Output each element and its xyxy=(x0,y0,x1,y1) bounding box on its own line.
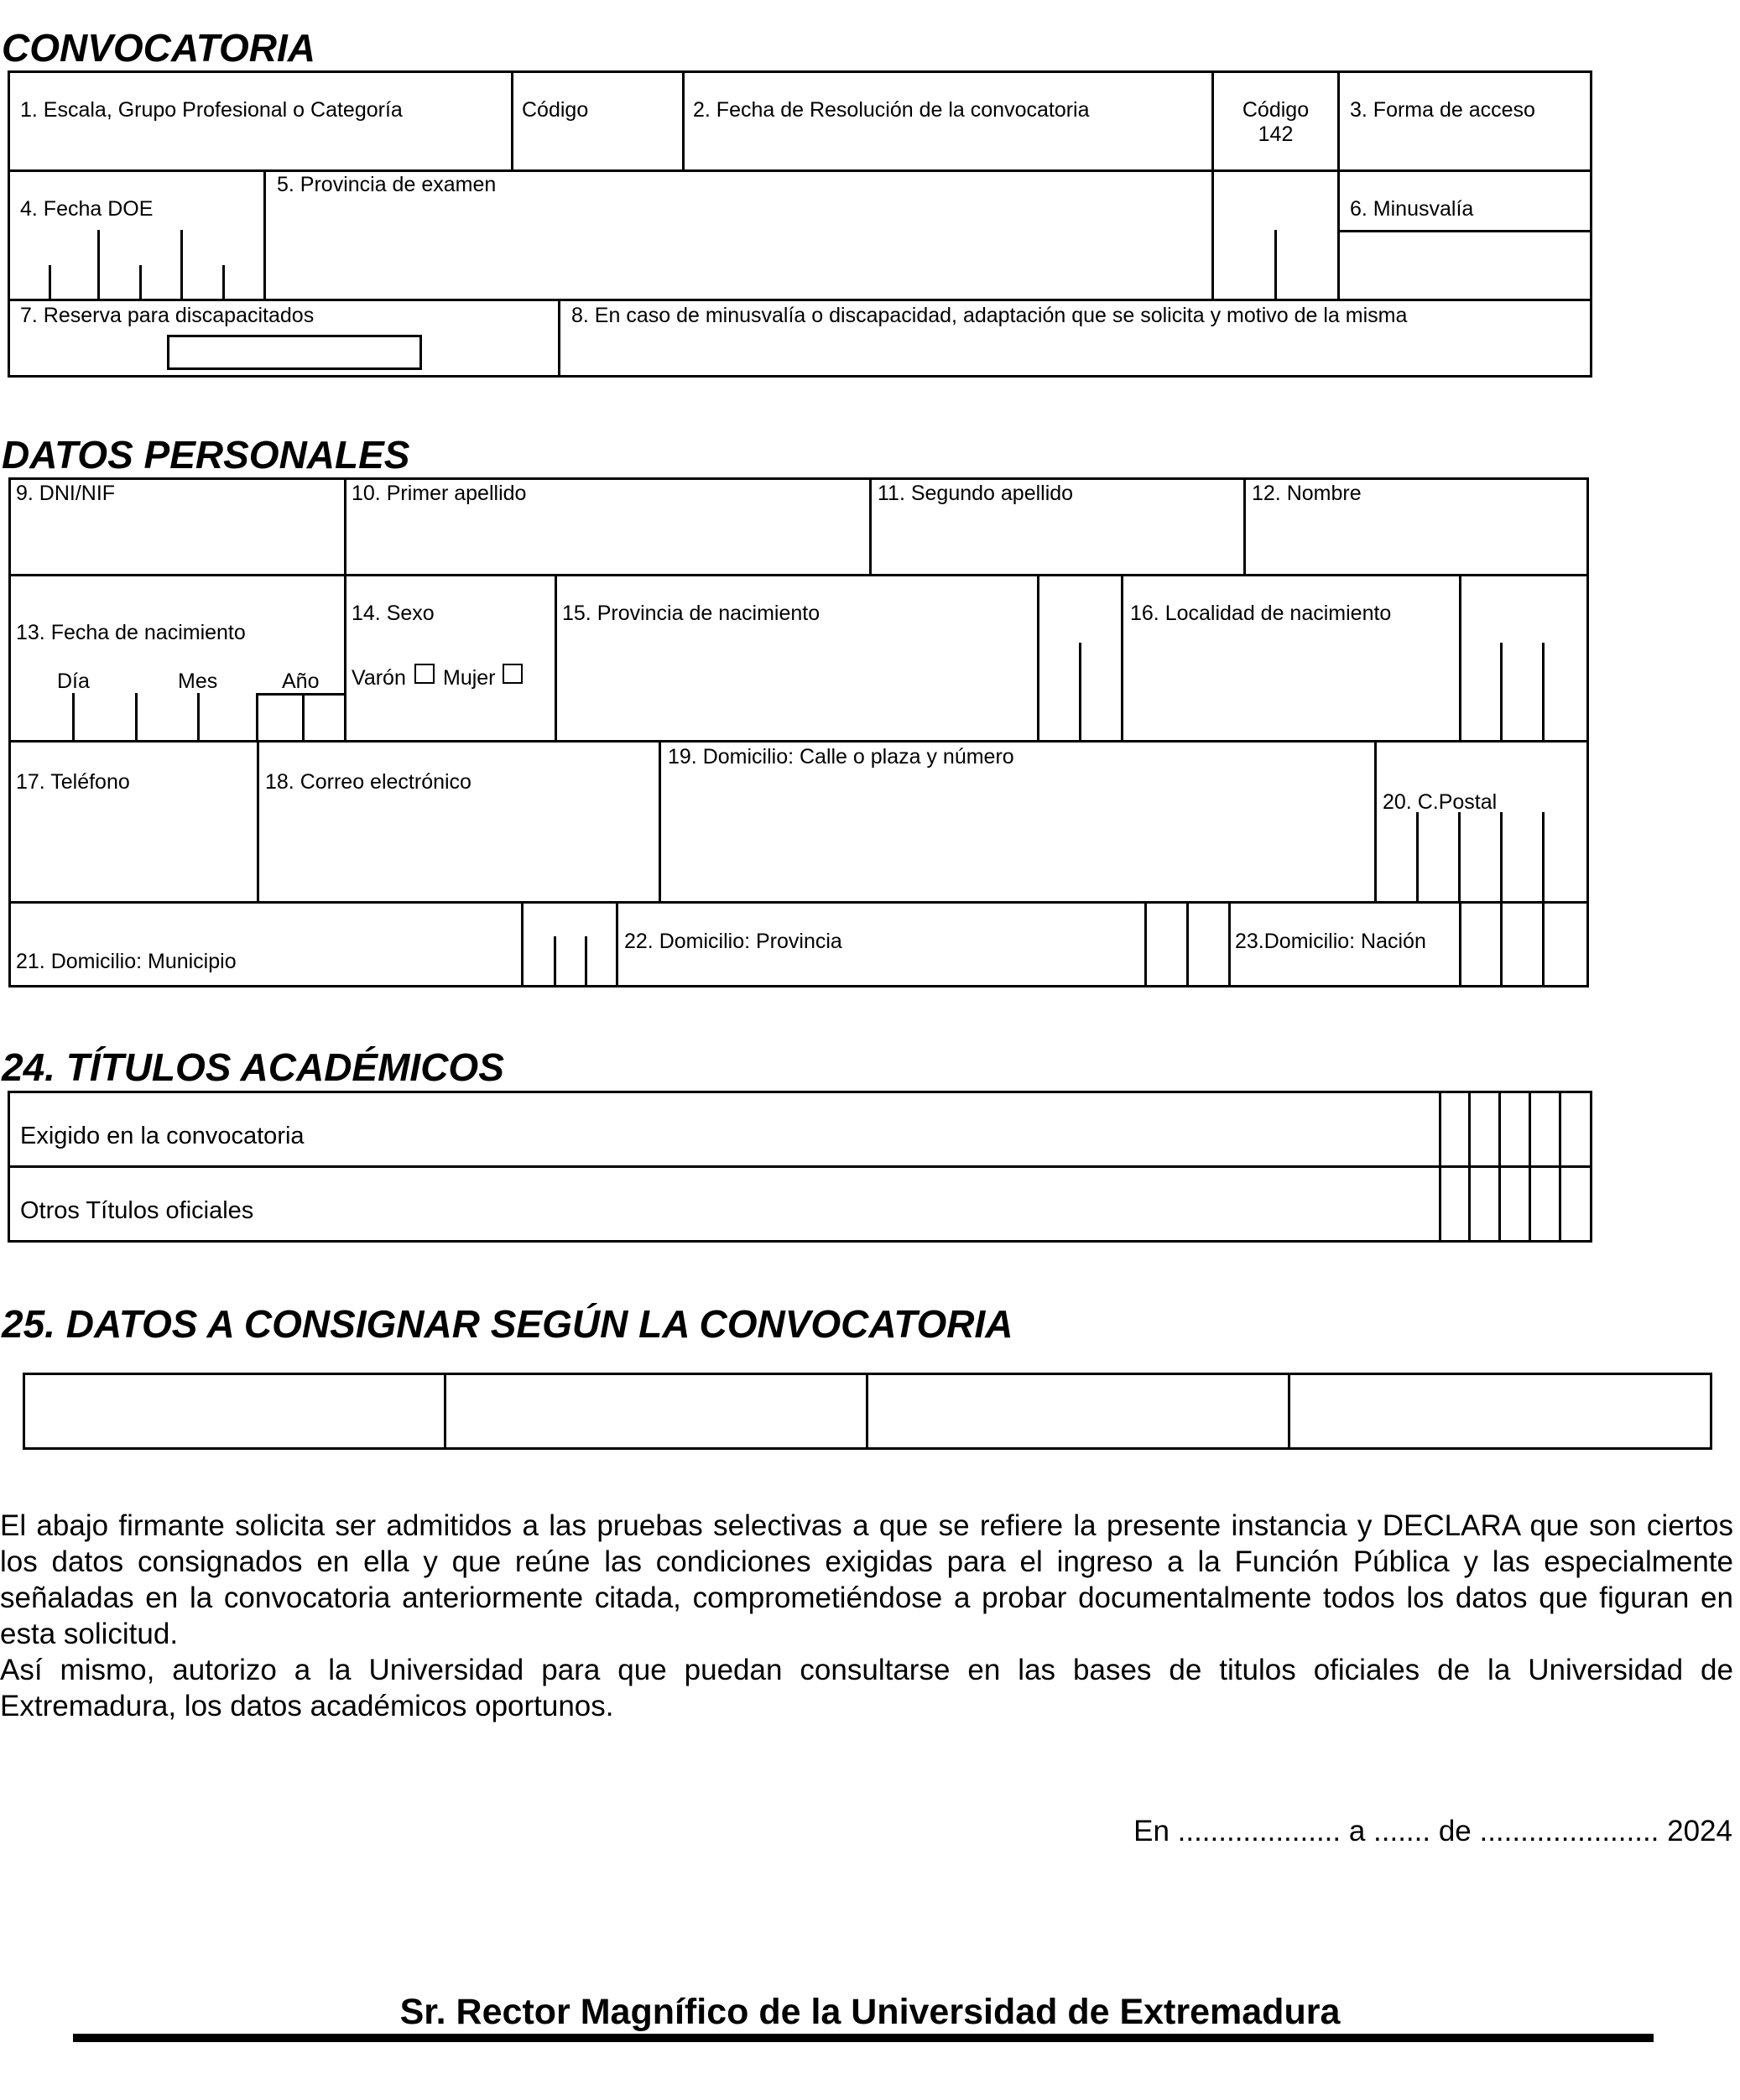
localidad-nacimiento-input[interactable] xyxy=(1123,629,1459,740)
correo-label: 18. Correo electrónico xyxy=(265,770,471,794)
segundo-apellido-input[interactable] xyxy=(872,507,1243,574)
dato-consignar-input-1[interactable] xyxy=(25,1375,444,1447)
cell-divider xyxy=(1144,901,1147,987)
minusvalia-input[interactable] xyxy=(1340,232,1590,299)
fecha-resolucion-input[interactable] xyxy=(685,122,1211,169)
codigo2-value: 142 xyxy=(1258,122,1294,146)
section-datos-consignar-heading: 25. DATOS A CONSIGNAR SEGÚN LA CONVOCATORIA xyxy=(2,1302,1013,1346)
primer-apellido-input[interactable] xyxy=(346,507,869,574)
dni-label: 9. DNI/NIF xyxy=(16,482,116,505)
reserva-checkbox-field[interactable] xyxy=(167,335,422,370)
digit-tick xyxy=(139,265,142,299)
dom-provincia-label: 22. Domicilio: Provincia xyxy=(624,930,842,953)
nombre-label: 12. Nombre xyxy=(1252,482,1362,505)
cell-divider xyxy=(1498,1091,1501,1243)
cell-divider xyxy=(1439,1091,1441,1243)
table-border xyxy=(1590,1091,1592,1243)
forma-acceso-input[interactable] xyxy=(1340,122,1590,169)
provincia-examen-input[interactable] xyxy=(266,198,1211,299)
footer-rule xyxy=(73,2034,1654,2042)
nacion-label: 23.Domicilio: Nación xyxy=(1235,930,1426,953)
table-border xyxy=(8,985,1589,987)
digit-tick xyxy=(180,230,183,299)
digit-tick xyxy=(1542,643,1545,740)
mujer-label: Mujer xyxy=(443,666,496,690)
cell-divider xyxy=(521,901,524,987)
varon-checkbox[interactable] xyxy=(414,664,435,684)
table-border xyxy=(8,574,1589,576)
anio-label: Año xyxy=(282,670,320,693)
exigido-input[interactable] xyxy=(352,1093,1439,1165)
table-border xyxy=(1586,477,1589,987)
date-line: En .................... a ....... de ...................... 2024 xyxy=(1133,1815,1732,1847)
domicilio-calle-label: 19. Domicilio: Calle o plaza y número xyxy=(668,745,1014,769)
localidad-nacimiento-label: 16. Localidad de nacimiento xyxy=(1130,602,1392,625)
cell-divider xyxy=(1037,574,1039,743)
section-titulos-heading: 24. TÍTULOS ACADÉMICOS xyxy=(2,1045,504,1089)
fecha-nacimiento-input[interactable] xyxy=(11,696,344,740)
reserva-label: 7. Reserva para discapacitados xyxy=(20,304,315,327)
table-border xyxy=(1710,1373,1712,1450)
table-border xyxy=(8,1240,1592,1243)
cell-divider xyxy=(1186,901,1189,987)
table-border xyxy=(8,1091,10,1243)
provincia-nacimiento-label: 15. Provincia de nacimiento xyxy=(562,602,821,625)
digit-tick xyxy=(97,230,100,299)
cell-divider xyxy=(1529,1091,1531,1243)
table-border xyxy=(8,740,1589,743)
cell-divider xyxy=(1459,901,1461,987)
provincia-nacimiento-input[interactable] xyxy=(557,629,1037,740)
codigo2-label: Código xyxy=(1242,98,1310,122)
cell-divider xyxy=(1500,901,1503,987)
table-border xyxy=(8,477,1589,480)
cell-divider xyxy=(1468,1091,1471,1243)
minusvalia-label: 6. Minusvalía xyxy=(1350,197,1474,221)
table-border xyxy=(1590,70,1592,378)
section-datos-personales-heading: DATOS PERSONALES xyxy=(2,433,410,477)
domicilio-calle-input[interactable] xyxy=(661,772,1374,901)
digit-tick xyxy=(49,265,51,299)
mujer-checkbox[interactable] xyxy=(503,664,523,684)
telefono-input[interactable] xyxy=(11,797,257,901)
telefono-label: 17. Teléfono xyxy=(16,770,130,794)
cpostal-input[interactable] xyxy=(1377,818,1586,901)
primer-apellido-label: 10. Primer apellido xyxy=(352,482,527,505)
digit-tick xyxy=(1500,643,1503,740)
table-border xyxy=(8,375,1592,378)
otros-titulos-input[interactable] xyxy=(352,1168,1439,1240)
dni-input[interactable] xyxy=(11,507,344,574)
cpostal-label: 20. C.Postal xyxy=(1383,790,1498,814)
codigo-label: Código xyxy=(522,98,589,122)
dato-consignar-input-4[interactable] xyxy=(1290,1375,1710,1447)
exigido-label: Exigido en la convocatoria xyxy=(20,1123,305,1149)
dia-label: Día xyxy=(57,670,90,693)
table-border xyxy=(8,169,1592,172)
cell-divider xyxy=(1542,901,1545,987)
nombre-input[interactable] xyxy=(1246,507,1586,574)
digit-tick xyxy=(554,936,556,985)
adaptacion-input[interactable] xyxy=(560,329,1590,375)
mes-label: Mes xyxy=(178,670,218,693)
section-convocatoria-heading: CONVOCATORIA xyxy=(2,26,315,70)
fecha-doe-label: 4. Fecha DOE xyxy=(20,197,154,221)
addressee: Sr. Rector Magnífico de la Universidad de Extremadura xyxy=(399,1992,1341,2032)
declaration-paragraph: El abajo firmante solicita ser admitidos a las pruebas selectivas a que se refiere la presente instancia y DECLARA que son ciertos los datos consignados en ella y que reúne las condiciones exigidas para el ingreso a la Función Pública y las especialmente señaladas en la convocatoria anteriormente citada, comprometiéndose a probar documentalmente todos los datos que figuran en esta solicitud. xyxy=(0,1509,1733,1650)
provincia-examen-label: 5. Provincia de examen xyxy=(277,173,497,196)
sexo-label: 14. Sexo xyxy=(352,602,435,625)
cell-divider xyxy=(1559,1091,1561,1243)
escala-label: 1. Escala, Grupo Profesional o Categoría xyxy=(20,98,403,122)
segundo-apellido-label: 11. Segundo apellido xyxy=(878,482,1074,505)
escala-input[interactable] xyxy=(10,122,511,169)
digit-tick xyxy=(1079,643,1081,740)
authorization-paragraph: Así mismo, autorizo a la Universidad para que puedan consultarse en las bases de titulos oficiales de la Universidad de Extremadura, los datos académicos oportunos. xyxy=(0,1654,1733,1722)
adaptacion-label: 8. En caso de minusvalía o discapacidad, adaptación que se solicita y motivo de la misma xyxy=(571,304,1408,327)
table-border xyxy=(8,299,1592,301)
dato-consignar-input-3[interactable] xyxy=(868,1375,1288,1447)
table-border xyxy=(8,70,10,378)
otros-titulos-label: Otros Títulos oficiales xyxy=(20,1197,254,1224)
nacion-input[interactable] xyxy=(1231,956,1459,985)
digit-tick xyxy=(1274,230,1277,301)
codigo-input[interactable] xyxy=(513,122,682,169)
digit-tick xyxy=(585,936,587,985)
dato-consignar-input-2[interactable] xyxy=(446,1375,866,1447)
fecha-resolucion-label: 2. Fecha de Resolución de la convocatoria xyxy=(693,98,1090,122)
cell-divider xyxy=(1459,574,1461,743)
fecha-nacimiento-label: 13. Fecha de nacimiento xyxy=(16,621,246,644)
table-border xyxy=(8,70,1592,73)
correo-input[interactable] xyxy=(259,797,659,901)
municipio-input[interactable] xyxy=(11,904,521,946)
forma-acceso-label: 3. Forma de acceso xyxy=(1350,98,1535,122)
digit-tick xyxy=(222,265,225,299)
varon-label: Varón xyxy=(352,666,406,690)
dom-provincia-input[interactable] xyxy=(618,956,1144,985)
municipio-label: 21. Domicilio: Municipio xyxy=(16,950,237,973)
